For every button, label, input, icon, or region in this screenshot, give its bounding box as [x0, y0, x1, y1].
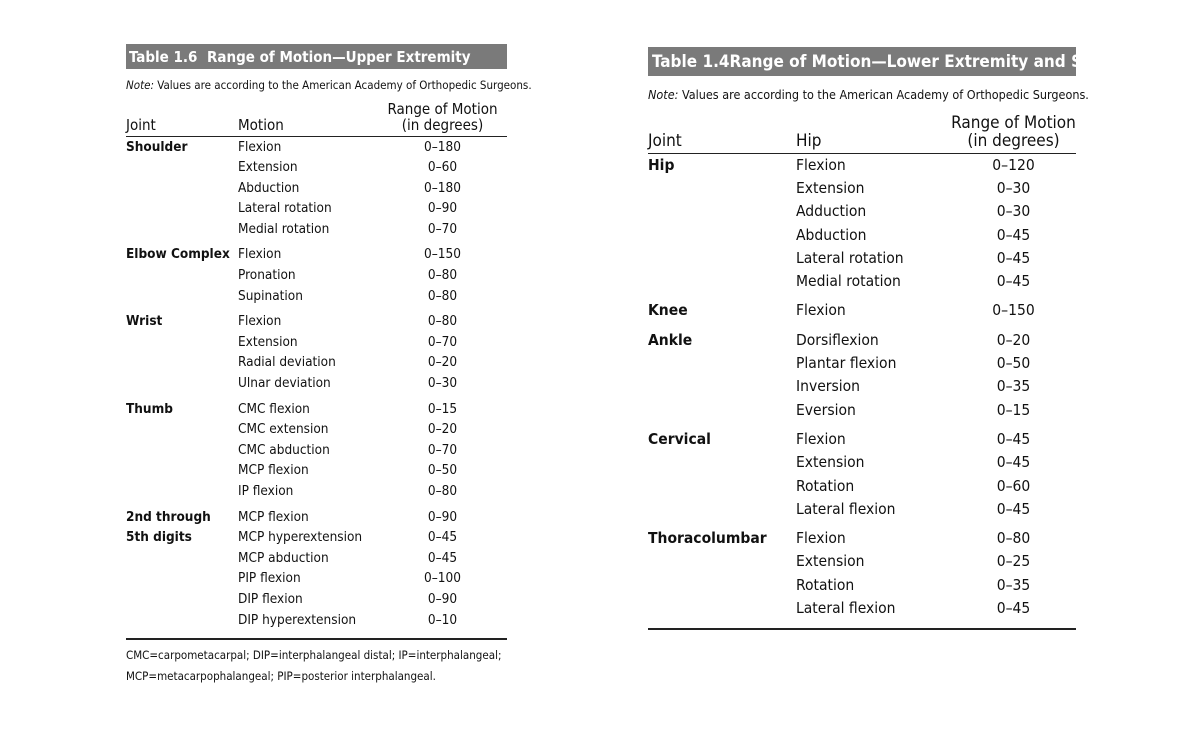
table-title-bar [648, 47, 1120, 76]
range-cell: 0–120 [992, 155, 1035, 174]
motion-cell: Abduction [238, 179, 300, 196]
motion-cell: PIP flexion [238, 570, 301, 587]
table-row [648, 224, 1076, 247]
joint-cell [126, 332, 238, 353]
range-cell: 0–80 [427, 287, 458, 304]
range-of-motion-table [126, 102, 507, 640]
motion-cell: MCP hyperextension [238, 529, 363, 546]
joint-cell: Elbow Complex [126, 246, 230, 263]
joint-cell [126, 548, 238, 569]
range-cell: 0–90 [427, 508, 458, 525]
range-cell: 0–70 [427, 441, 458, 458]
table-row [648, 498, 1076, 521]
motion-cell: Flexion [238, 313, 282, 330]
joint-cell [648, 200, 796, 223]
table-row [126, 527, 507, 548]
joint-cell [126, 178, 238, 199]
joint-cell [126, 460, 238, 481]
range-cell: 0–70 [427, 220, 458, 237]
range-cell: 0–45 [996, 248, 1031, 267]
table-row [126, 460, 507, 481]
table-row [648, 177, 1076, 200]
table-row [126, 157, 507, 178]
motion-cell: Radial deviation [238, 354, 336, 371]
joint-cell [126, 286, 238, 307]
range-cell: 0–50 [427, 462, 458, 479]
motion-cell: Flexion [238, 246, 282, 263]
lower-extremity-spine-table-panel [648, 47, 1120, 630]
range-cell: 0–45 [427, 529, 458, 546]
table-row [126, 568, 507, 589]
joint-cell [126, 198, 238, 219]
range-cell: 0–45 [996, 429, 1031, 448]
range-cell: 0–80 [427, 313, 458, 330]
motion-cell: IP flexion [238, 483, 294, 499]
table-row [126, 352, 507, 373]
joint-cell [126, 589, 238, 610]
joint-cell [126, 419, 238, 440]
table-row [648, 323, 1076, 352]
joint-cell [126, 373, 238, 394]
range-cell: 0–15 [427, 400, 458, 417]
table-number: Table 1.6 [129, 47, 198, 66]
motion-cell: Flexion [796, 301, 846, 320]
range-header-line2: (in degrees) [967, 130, 1060, 151]
table-title: Range of Motion—Upper Extremity [207, 47, 471, 66]
table-row [648, 422, 1076, 451]
range-cell: 0–45 [427, 549, 458, 566]
range-cell: 0–35 [996, 575, 1031, 594]
note-text: Values are according to the American Academy of Orthopedic Surgeons. [153, 78, 532, 92]
table-title: Range of Motion—Lower Extremity and Spine [729, 51, 1120, 72]
range-cell: 0–70 [427, 333, 458, 350]
motion-header: Motion [238, 115, 284, 134]
table-row [648, 153, 1076, 177]
motion-cell: Rotation [796, 575, 855, 594]
range-cell: 0–20 [996, 330, 1031, 349]
joint-cell [126, 352, 238, 373]
range-header-line1: Range of Motion [387, 100, 498, 118]
joint-cell [126, 610, 238, 640]
range-cell: 0–80 [996, 529, 1031, 548]
joint-cell: 5th digits [126, 529, 192, 546]
joint-cell [126, 265, 238, 286]
joint-cell [648, 597, 796, 629]
motion-cell: Flexion [238, 138, 282, 155]
note-label: Note: [126, 78, 154, 92]
motion-cell: Ulnar deviation [238, 375, 331, 392]
range-header [951, 115, 1076, 153]
table-row [126, 548, 507, 569]
range-cell: 0–30 [996, 202, 1031, 221]
range-cell: 0–15 [996, 400, 1031, 419]
footnote-line: MCP=metacarpophalangeal; PIP=posterior interphalangeal. [126, 669, 436, 684]
motion-cell: Medial rotation [238, 220, 330, 237]
table-row [648, 550, 1076, 573]
joint-cell [648, 224, 796, 247]
motion-cell: MCP flexion [238, 462, 309, 479]
motion-cell: Extension [796, 453, 865, 472]
table-row [126, 286, 507, 307]
motion-cell: Rotation [796, 476, 855, 495]
table-row [126, 440, 507, 461]
table-row [648, 200, 1076, 223]
motion-cell: Supination [238, 287, 303, 304]
table-row [126, 394, 507, 420]
table-number: Table 1.4 [652, 51, 730, 72]
motion-cell: MCP flexion [238, 508, 309, 525]
motion-cell: Lateral rotation [238, 200, 332, 217]
motion-cell: Medial rotation [796, 272, 901, 291]
table-row [648, 521, 1076, 550]
table-row [126, 419, 507, 440]
table-row [648, 375, 1076, 398]
table-row [648, 451, 1076, 474]
motion-cell: CMC extension [238, 421, 329, 438]
motion-cell: Extension [238, 333, 298, 350]
joint-cell [126, 481, 238, 502]
joint-cell [126, 157, 238, 178]
joint-cell [648, 574, 796, 597]
motion-cell: Plantar flexion [796, 354, 897, 373]
table-row [126, 265, 507, 286]
joint-cell [648, 247, 796, 270]
table-row [648, 399, 1076, 422]
motion-cell: Lateral rotation [796, 248, 904, 267]
range-cell: 0–45 [996, 272, 1031, 291]
joint-cell [126, 568, 238, 589]
range-cell: 0–90 [427, 200, 458, 217]
table-row [648, 475, 1076, 498]
range-cell: 0–45 [996, 225, 1031, 244]
range-cell: 0–150 [992, 301, 1035, 320]
table-row [126, 239, 507, 265]
motion-cell: CMC abduction [238, 441, 330, 458]
motion-cell: CMC flexion [238, 400, 310, 417]
joint-header: Joint [648, 130, 682, 151]
table-row [648, 574, 1076, 597]
joint-cell: Thoracolumbar [648, 529, 767, 548]
range-cell: 0–45 [996, 453, 1031, 472]
motion-cell: Eversion [796, 400, 856, 419]
table-row [648, 270, 1076, 293]
motion-cell: Flexion [796, 529, 846, 548]
motion-cell: Flexion [796, 429, 846, 448]
footnote-line: CMC=carpometacarpal; DIP=interphalangeal distal; IP=interphalangeal; [126, 648, 502, 663]
table-row [648, 293, 1076, 322]
motion-cell: Adduction [796, 202, 867, 221]
joint-cell [648, 352, 796, 375]
table-row [126, 502, 507, 528]
range-cell: 0–80 [427, 267, 458, 284]
range-cell: 0–20 [427, 354, 458, 371]
joint-cell: Shoulder [126, 138, 188, 155]
range-cell: 0–90 [427, 590, 458, 607]
table-body [648, 153, 1076, 629]
note-label: Note: [648, 87, 679, 102]
range-header-line1: Range of Motion [951, 113, 1076, 133]
joint-cell: Ankle [648, 330, 693, 349]
table-note [126, 78, 532, 92]
table-header-row [126, 102, 507, 136]
range-cell: 0–30 [427, 375, 458, 392]
joint-header: Joint [126, 115, 156, 134]
range-cell: 0–100 [424, 570, 461, 587]
motion-cell: Lateral flexion [796, 599, 896, 618]
motion-cell: Abduction [796, 225, 867, 244]
joint-cell: Hip [648, 155, 675, 174]
joint-cell [648, 177, 796, 200]
joint-cell [648, 375, 796, 398]
joint-cell: Thumb [126, 400, 173, 417]
motion-cell: Dorsiflexion [796, 330, 879, 349]
motion-cell: MCP abduction [238, 549, 329, 566]
table-title-bar [126, 44, 507, 69]
range-cell: 0–60 [427, 159, 458, 176]
range-cell: 0–20 [427, 421, 458, 438]
table-row [126, 589, 507, 610]
table-row [126, 219, 507, 240]
table-row [648, 247, 1076, 270]
motion-cell: Flexion [796, 155, 846, 174]
range-cell: 0–50 [996, 354, 1031, 373]
range-cell: 0–45 [996, 499, 1031, 518]
range-header-line2: (in degrees) [401, 115, 484, 134]
motion-cell: Extension [796, 552, 865, 571]
joint-cell [648, 451, 796, 474]
table-note [648, 87, 1089, 102]
range-of-motion-table [648, 115, 1076, 630]
table-body [126, 136, 507, 639]
range-cell: 0–80 [427, 483, 458, 499]
table-row [126, 610, 507, 640]
table-header-row [648, 115, 1076, 153]
range-cell: 0–25 [996, 552, 1031, 571]
table-row [126, 198, 507, 219]
range-cell: 0–60 [996, 476, 1031, 495]
table-row [126, 136, 507, 157]
upper-extremity-table-panel [126, 44, 532, 687]
table-row [126, 306, 507, 332]
range-cell: 0–180 [424, 179, 461, 196]
joint-cell [648, 399, 796, 422]
range-cell: 0–45 [996, 599, 1031, 618]
joint-cell [648, 475, 796, 498]
note-text: Values are according to the American Academy of Orthopedic Surgeons. [678, 87, 1089, 102]
joint-cell [648, 498, 796, 521]
joint-cell [126, 219, 238, 240]
joint-cell: Wrist [126, 313, 163, 330]
range-cell: 0–180 [424, 138, 461, 155]
table-row [126, 178, 507, 199]
range-cell: 0–10 [427, 611, 458, 628]
motion-cell: DIP hyperextension [238, 611, 357, 628]
range-cell: 0–35 [996, 377, 1031, 396]
joint-cell: 2nd through [126, 508, 211, 525]
table-footnote [126, 645, 507, 687]
table-row [648, 352, 1076, 375]
joint-cell [126, 440, 238, 461]
joint-cell: Cervical [648, 429, 711, 448]
motion-cell: DIP flexion [238, 590, 303, 607]
motion-header: Hip [796, 130, 822, 151]
joint-cell [648, 550, 796, 573]
range-header [378, 102, 507, 136]
table-row [126, 481, 507, 502]
joint-cell: Knee [648, 301, 688, 320]
motion-cell: Inversion [796, 377, 861, 396]
motion-cell: Pronation [238, 267, 296, 284]
motion-cell: Extension [238, 159, 298, 176]
motion-cell: Extension [796, 178, 865, 197]
joint-cell [648, 270, 796, 293]
range-cell: 0–150 [424, 246, 461, 263]
table-row [126, 332, 507, 353]
table-row [126, 373, 507, 394]
motion-cell: Lateral flexion [796, 499, 896, 518]
table-row [648, 597, 1076, 629]
range-cell: 0–30 [996, 178, 1031, 197]
